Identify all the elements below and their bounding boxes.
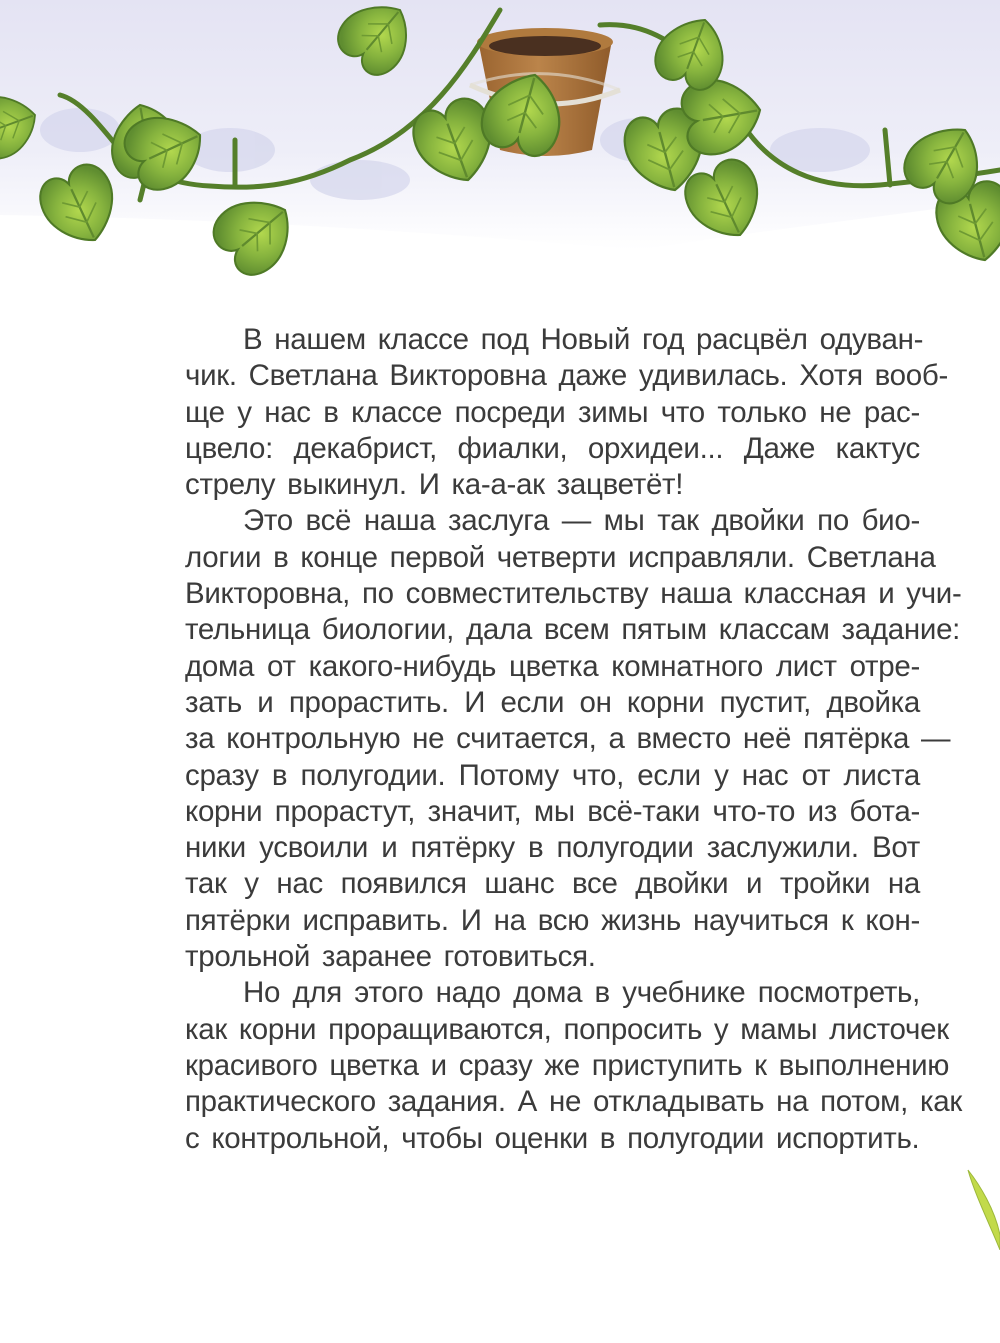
text-line: зать и прорастить. И если он корни пустит, двойка	[185, 685, 920, 719]
text-line: красивого цветка и сразу же приступить к выполнению	[185, 1048, 950, 1082]
text-line: дома от какого-нибудь цветка комнатного лист отре-	[185, 649, 920, 683]
text-line: стрелу выкинул. И ка-а-ак зацветёт!	[185, 468, 684, 502]
text-line: В нашем классе под Новый год расцвёл одуван-	[243, 323, 924, 356]
text-line: цвело: декабрист, фиалки, орхидеи... Даже кактус	[185, 431, 920, 465]
leaf-tip-icon	[960, 1165, 1000, 1250]
text-line: Викторовна, по совместительству наша классная и учи-	[185, 577, 962, 611]
text-line: пятёрки исправить. И на всю жизнь научиться к кон-	[185, 903, 920, 937]
text-line: чик. Светлана Викторовна даже удивилась. Хотя вооб-	[185, 359, 949, 393]
text-line: сразу в полугодии. Потому что, если у нас от листа	[185, 758, 920, 792]
paragraph-1	[125, 322, 949, 503]
vine-illustration	[0, 0, 1000, 300]
text-line: ники усвоили и пятёрку в полугодии заслужили. Вот	[185, 831, 920, 865]
story-text	[125, 322, 962, 1157]
text-line: ще у нас в классе посреди зимы что только не рас-	[185, 395, 920, 429]
text-line: как корни проращиваются, попросить у мамы листочек	[185, 1012, 949, 1046]
text-line: практического задания. А не откладывать на потом, как	[185, 1085, 962, 1119]
text-line: логии в конце первой четверти исправляли. Светлана	[185, 540, 936, 574]
text-line: с контрольной, чтобы оценки в полугодии испортить.	[185, 1121, 920, 1155]
paragraph-2	[125, 503, 962, 975]
text-line: так у нас появился шанс все двойки и тройки на	[185, 867, 920, 901]
text-line: тельница биологии, дала всем пятым классам задание:	[185, 613, 961, 647]
pothos-plant-icon	[0, 0, 1000, 300]
paragraph-3	[125, 975, 962, 1156]
text-line: корни прорастут, значит, мы всё-таки что-то из бота-	[185, 794, 920, 828]
text-line: трольной заранее готовиться.	[185, 940, 596, 974]
text-line: Но для этого надо дома в учебнике посмотреть,	[243, 976, 920, 1010]
text-line: Это всё наша заслуга — мы так двойки по био-	[243, 504, 920, 538]
text-line: за контрольную не считается, а вместо неё пятёрка —	[185, 722, 951, 756]
